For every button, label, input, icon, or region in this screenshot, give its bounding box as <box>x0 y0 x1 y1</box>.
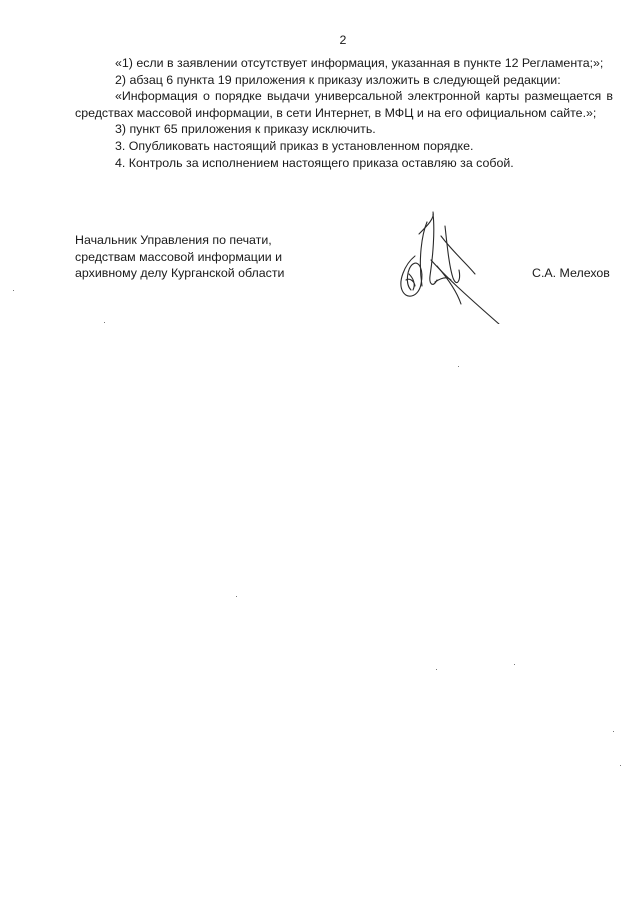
scan-speck <box>613 731 614 732</box>
handwritten-signature-icon <box>375 204 515 324</box>
paragraph-6: 4. Контроль за исполнением настоящего приказа оставляю за собой. <box>115 155 514 170</box>
document-body <box>75 55 613 171</box>
signatory-title-line-3: архивному делу Курганской области <box>75 266 285 281</box>
paragraph-4: 3) пункт 65 приложения к приказу исключить. <box>115 122 376 137</box>
scan-speck <box>620 765 621 766</box>
signatory-title-line-2: средствам массовой информации и <box>75 249 283 264</box>
page-number: 2 <box>339 33 347 47</box>
signatory-title-line-1: Начальник Управления по печати, <box>75 233 272 247</box>
signatory-title <box>75 232 335 282</box>
paragraph-1: «1) если в заявлении отсутствует информация, указанная в пункте 12 Регламента;»; <box>115 56 604 70</box>
signature-block <box>75 232 635 332</box>
scan-speck <box>13 290 14 291</box>
paragraph-3: «Информация о порядке выдачи универсальной электронной карты размещается в средствах массовой информации, в сети Интернет, в МФЦ и на его официальном сайте.»; <box>75 89 613 120</box>
paragraph-2: 2) абзац 6 пункта 19 приложения к приказу изложить в следующей редакции: <box>115 72 561 87</box>
scan-speck <box>236 596 237 597</box>
scan-speck <box>514 664 515 665</box>
signatory-name: С.А. Мелехов <box>532 266 610 280</box>
scan-speck <box>458 366 459 367</box>
paragraph-5: 3. Опубликовать настоящий приказ в установленном порядке. <box>115 138 474 153</box>
scan-speck <box>436 669 437 670</box>
scan-speck <box>104 322 105 323</box>
